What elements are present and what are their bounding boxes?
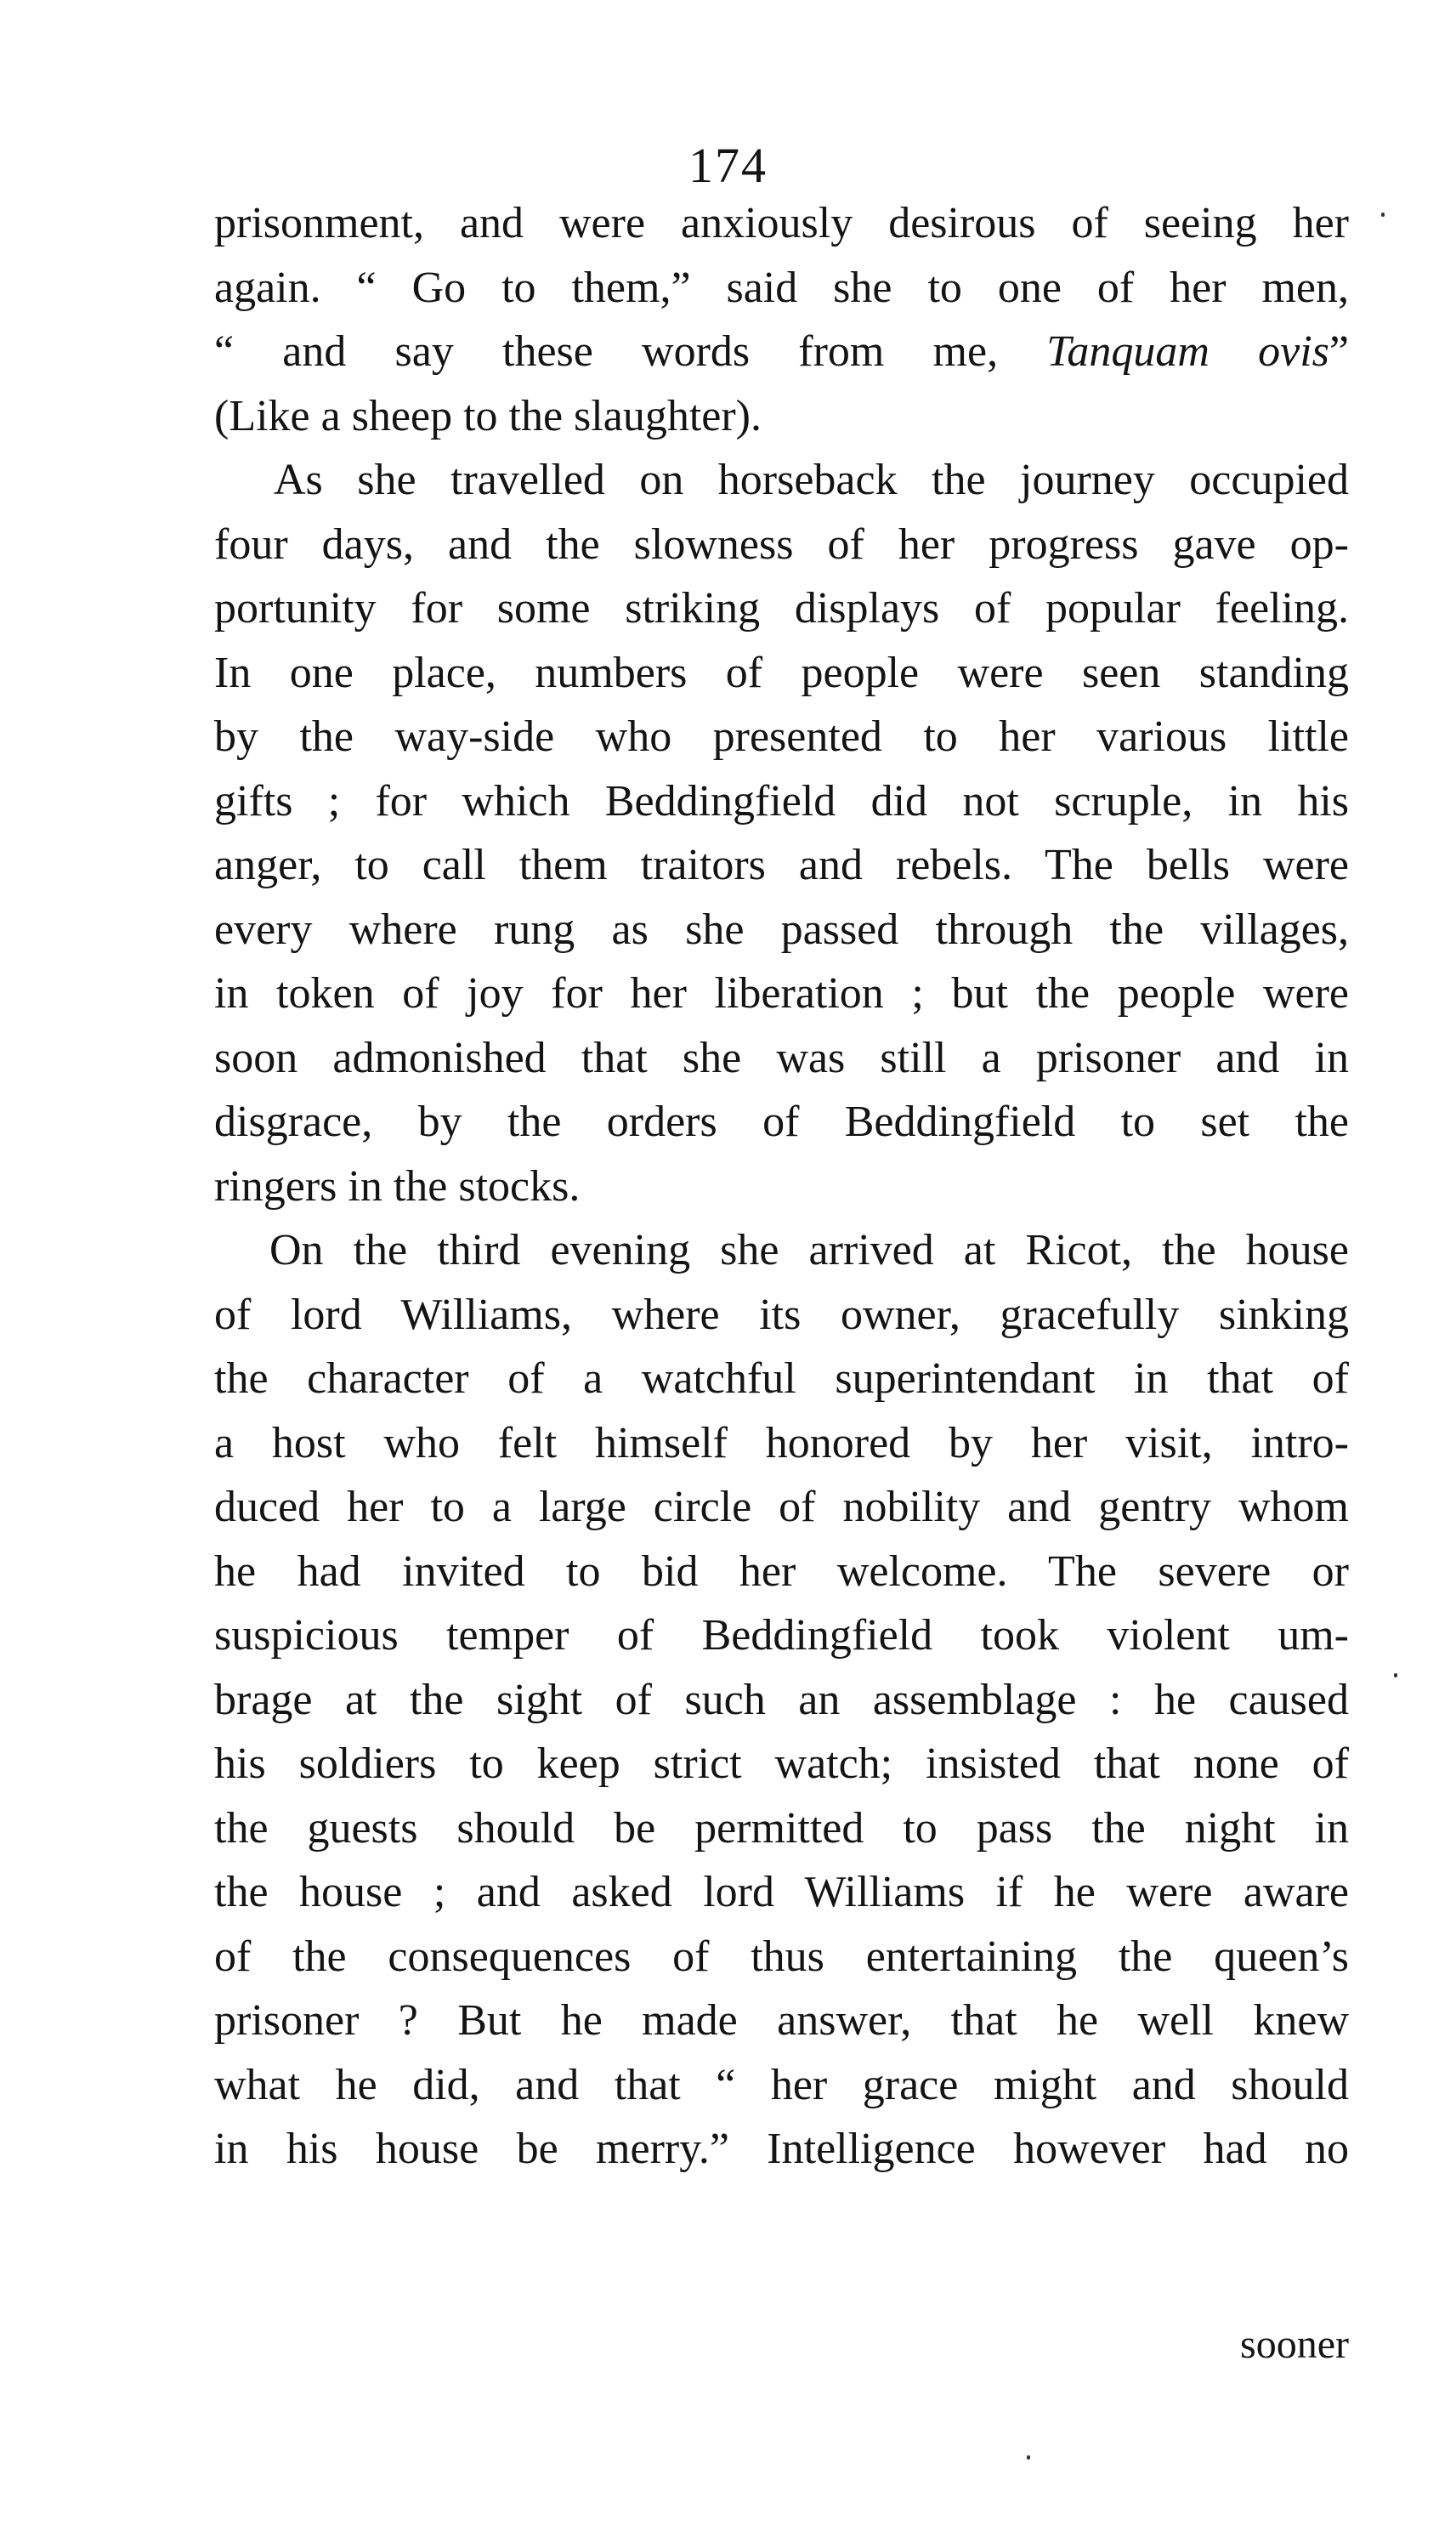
- latin-phrase: Tanquam ovis: [1046, 327, 1329, 376]
- text-line: the character of a watchful superintendant in that of: [214, 1354, 1349, 1403]
- text-line: by the way-side who presented to her various little: [214, 712, 1349, 761]
- catchword-row: [214, 2313, 1349, 2376]
- text-line: a host who felt himself honored by her visit, intro-: [214, 1418, 1349, 1467]
- paragraph-start-line: As she travelled on horseback the journey occupied: [274, 456, 1349, 504]
- text-line: gifts ; for which Beddingfield did not scruple, in his: [214, 776, 1349, 826]
- body-text: [214, 191, 1349, 2182]
- text-line: of the consequences of thus entertaining the queen’s: [214, 1932, 1349, 1981]
- text-line: he had invited to bid her welcome. The severe or: [214, 1546, 1349, 1596]
- ink-speck: [1027, 2455, 1030, 2460]
- page-number: 174: [688, 138, 768, 193]
- text-line: disgrace, by the orders of Beddingfield to set the: [214, 1098, 1349, 1146]
- paragraph-start-line: On the third evening she arrived at Ricot, the house: [269, 1226, 1349, 1274]
- text-line: four days, and the slowness of her progress gave op-: [214, 519, 1349, 569]
- text-line: again. “ Go to them,” said she to one of her men,: [214, 263, 1349, 312]
- text-line: soon admonished that she was still a prisoner and in: [214, 1033, 1349, 1082]
- text-line: [214, 320, 1349, 384]
- text-line: (Like a sheep to the slaughter).: [214, 391, 762, 440]
- text-line: anger, to call them traitors and rebels. The bells were: [214, 841, 1349, 889]
- text-line: his soldiers to keep strict watch; insisted that none of: [214, 1739, 1349, 1788]
- text-line: the guests should be permitted to pass the night in: [214, 1803, 1349, 1853]
- text-line: every where rung as she passed through the villages,: [214, 905, 1349, 954]
- quote-text: “ and say these words from me,: [214, 327, 1047, 376]
- text-line: suspicious temper of Beddingfield took violent um-: [214, 1611, 1349, 1660]
- text-line: in his house be merry.” Intelligence however had no: [214, 2125, 1349, 2173]
- text-line: duced her to a large circle of nobility and gentry whom: [214, 1483, 1349, 1531]
- text-line: in token of joy for her liberation ; but the people were: [214, 969, 1349, 1018]
- catchword: sooner: [1240, 2322, 1349, 2367]
- text-line: portunity for some striking displays of popular feeling.: [214, 584, 1349, 633]
- text-line: what he did, and that “ her grace might and should: [214, 2060, 1349, 2109]
- text-line: brage at the sight of such an assemblage : he caused: [214, 1675, 1349, 1724]
- closing-quote: ”: [1329, 327, 1349, 376]
- text-line: of lord Williams, where its owner, gracefully sinking: [214, 1290, 1349, 1339]
- text-line: In one place, numbers of people were seen standing: [214, 648, 1349, 697]
- text-line: prisonment, and were anxiously desirous of seeing her: [214, 199, 1349, 247]
- text-line: prisoner ? But he made answer, that he well knew: [214, 1996, 1349, 2045]
- text-line: the house ; and asked lord Williams if he were aware: [214, 1868, 1349, 1916]
- ink-speck: [1381, 213, 1385, 217]
- ink-speck: [1394, 1673, 1397, 1677]
- text-line: ringers in the stocks.: [214, 1161, 581, 1211]
